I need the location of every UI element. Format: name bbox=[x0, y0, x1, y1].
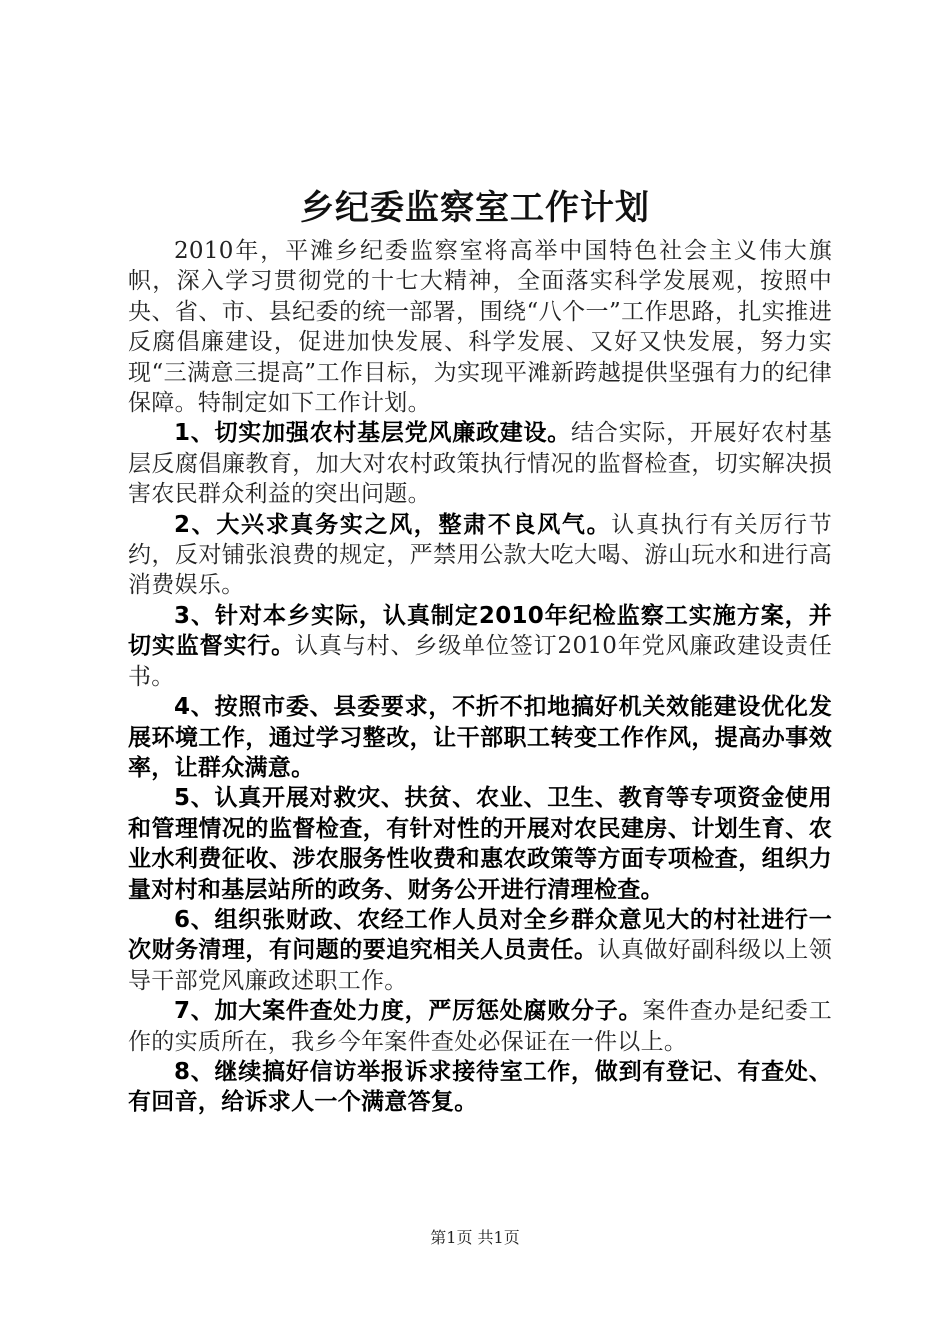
document-title: 乡纪委监察室工作计划 bbox=[300, 188, 650, 228]
plan-item-1 bbox=[128, 418, 832, 509]
plan-item-text: 认真与村、乡级单位签订2010年党风廉政建设责任书。 bbox=[128, 633, 832, 690]
plan-item-heading: 7、加大案件查处力度，严厉惩处腐败分子。 bbox=[174, 998, 643, 1025]
plan-item-text: 认真做好副科级以上领导干部党风廉政述职工作。 bbox=[128, 937, 833, 994]
plan-item-heading: 2、大兴求真务实之风，整肃不良风气。 bbox=[174, 511, 612, 538]
plan-item-5 bbox=[128, 783, 832, 905]
plan-item-heading: 8、继续搞好信访举报诉求接待室工作，做到有登记、有查处、有回音，给诉求人一个满意答复。 bbox=[128, 1058, 832, 1116]
plan-item-heading: 4、按照市委、县委要求，不折不扣地搞好机关效能建设优化发展环境工作，通过学习整改，让干部职工转变工作作风，提高办事效率，让群众满意。 bbox=[128, 694, 832, 781]
plan-item-heading: 1、切实加强农村基层党风廉政建设。 bbox=[174, 420, 572, 447]
plan-item-heading: 3、针对本乡实际，认真制定2010年纪检监察工实施方案，并切实监督实行。 bbox=[128, 602, 832, 660]
plan-item-6 bbox=[128, 905, 832, 996]
plan-item-4 bbox=[128, 692, 832, 783]
document-body bbox=[128, 236, 832, 1118]
plan-item-text: 认真执行有关厉行节约，反对铺张浪费的规定，严禁用公款大吃大喝、游山玩水和进行高消费娱乐。 bbox=[128, 511, 833, 599]
plan-item-heading: 5、认真开展对救灾、扶贫、农业、卫生、教育等专项资金使用和管理情况的监督检查，有针对性的开展对农民建房、计划生育、农业水利费征收、涉农服务性收费和惠农政策等方面专项检查，组织力量对村和基层站所的政务、财务公开进行清理检查。 bbox=[128, 785, 832, 903]
plan-item-7 bbox=[128, 996, 832, 1057]
page-number-footer: 第1页 共1页 bbox=[430, 1228, 520, 1247]
plan-item-2 bbox=[128, 510, 832, 601]
plan-item-text: 结合实际，开展好农村基层反腐倡廉教育，加大对农村政策执行情况的监督检查，切实解决损害农民群众利益的突出问题。 bbox=[128, 420, 832, 508]
intro-paragraph: 2010年，平滩乡纪委监察室将高举中国特色社会主义伟大旗帜，深入学习贯彻党的十七大精神，全面落实科学发展观，按照中央、省、市、县纪委的统一部署，围绕“八个一”工作思路，扎实推进反腐倡廉建设，促进加快发展、科学发展、又好又快发展，努力实现“三满意三提高”工作目标，为实现平滩新跨越提供坚强有力的纪律保障。特制定如下工作计划。 bbox=[128, 238, 832, 417]
plan-item-text: 案件查办是纪委工作的实质所在，我乡今年案件查处必保证在一件以上。 bbox=[128, 998, 832, 1055]
plan-item-heading: 6、组织张财政、农经工作人员对全乡群众意见大的村社进行一次财务清理，有问题的要追究相关人员责任。 bbox=[128, 906, 832, 964]
plan-item-8 bbox=[128, 1057, 832, 1118]
plan-item-3 bbox=[128, 601, 832, 692]
